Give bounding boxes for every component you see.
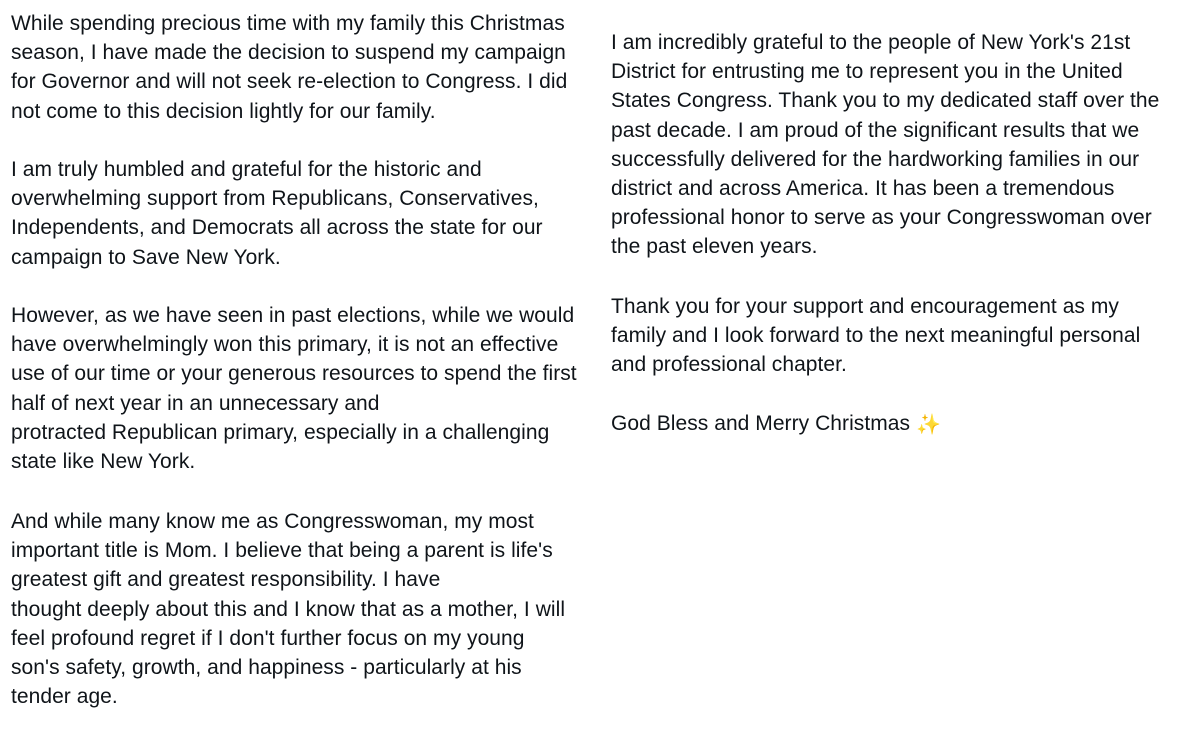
statement-line: have overwhelmingly won this primary, it is not an effective (11, 333, 559, 357)
statement-paragraph-2 (11, 155, 543, 272)
closing-line (611, 409, 941, 438)
sparkles-icon: ✨ (916, 414, 941, 436)
statement-line: successfully delivered for the hardworking families in our (611, 147, 1140, 171)
statement-line: half of next year in an unnecessary and (11, 391, 380, 415)
statement-paragraph-6 (611, 292, 1140, 380)
statement-line: feel profound regret if I don't further focus on my young (11, 626, 525, 650)
statement-paragraph-5 (611, 28, 1159, 262)
statement-line: However, as we have seen in past elections, while we would (11, 304, 575, 327)
statement-line: overwhelming support from Republicans, Conservatives, (11, 187, 539, 211)
statement-line: important title is Mom. I believe that being a parent is life's (11, 539, 553, 563)
statement-line: the past eleven years. (611, 235, 818, 259)
statement-line: district and across America. It has been a tremendous (611, 177, 1115, 201)
statement-line: Thank you for your support and encouragement as my (611, 295, 1119, 318)
statement-line: for Governor and will not seek re-election to Congress. I did (11, 70, 568, 94)
statement-line: professional honor to serve as your Congresswoman over (611, 206, 1152, 230)
statement-line: I am truly humbled and grateful for the historic and (11, 158, 482, 181)
statement-line: state like New York. (11, 450, 196, 474)
statement-line: And while many know me as Congresswoman, my most (11, 510, 534, 533)
statement-line: campaign to Save New York. (11, 245, 281, 269)
statement-line: States Congress. Thank you to my dedicated staff over the (611, 89, 1160, 113)
statement-paragraph-1 (11, 9, 567, 126)
statement-line: tender age. (11, 685, 118, 709)
statement-line: use of our time or your generous resources to spend the first (11, 362, 577, 386)
statement-line: son's safety, growth, and happiness - particularly at his (11, 656, 522, 680)
statement-line: family and I look forward to the next meaningful personal (611, 324, 1141, 348)
statement-line: protracted Republican primary, especially in a challenging (11, 420, 550, 444)
statement-line: past decade. I am proud of the significant results that we (611, 118, 1140, 142)
statement-line: While spending precious time with my family this Christmas (11, 12, 565, 35)
statement-paragraph-3 (11, 301, 577, 476)
statement-line: greatest gift and greatest responsibility. I have (11, 568, 441, 592)
statement-line: season, I have made the decision to suspend my campaign (11, 41, 566, 65)
statement-line: not come to this decision lightly for our family. (11, 99, 436, 123)
statement-line: Independents, and Democrats all across the state for our (11, 216, 543, 240)
statement-paragraph-4 (11, 507, 565, 711)
statement-line: and professional chapter. (611, 353, 847, 377)
statement-line: thought deeply about this and I know that as a mother, I will (11, 597, 566, 621)
statement-line: District for entrusting me to represent you in the United (611, 60, 1123, 84)
statement-line: I am incredibly grateful to the people of New York's 21st (611, 31, 1131, 54)
closing-text: God Bless and Merry Christmas (611, 412, 911, 435)
